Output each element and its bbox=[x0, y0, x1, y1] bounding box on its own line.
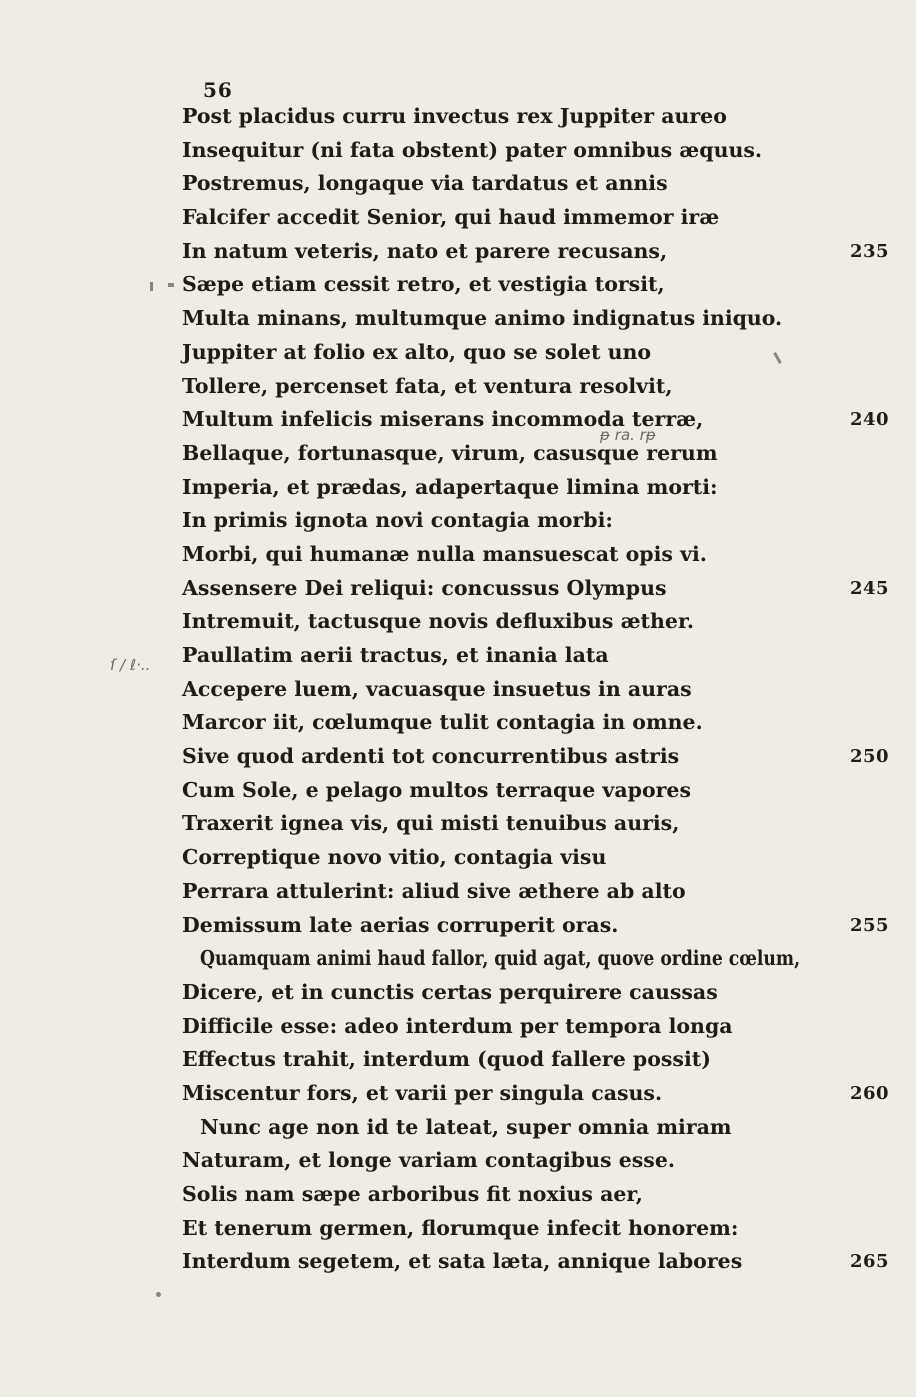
line-number: 250 bbox=[850, 746, 890, 768]
verse-text: Perrara attulerint: aliud sive æthere ab alto bbox=[182, 878, 686, 903]
verse-line bbox=[182, 605, 742, 639]
verse-column bbox=[182, 100, 890, 1279]
verse-line bbox=[182, 673, 742, 707]
verse-line bbox=[182, 302, 783, 336]
verse-text: Effectus trahit, interdum (quod fallere possit) bbox=[182, 1047, 711, 1072]
verse-text: Accepere luem, vacuasque insuetus in auras bbox=[182, 676, 692, 701]
verse-line bbox=[182, 774, 742, 808]
verse-text: Post placidus curru invectus rex Juppiter aureo bbox=[182, 104, 727, 128]
verse-text: Miscentur fors, et varii per singula casus. bbox=[182, 1080, 663, 1105]
verse-line bbox=[182, 437, 742, 471]
verse-line bbox=[182, 471, 742, 505]
verse-text: Cum Sole, e pelago multos terraque vapores bbox=[182, 777, 692, 802]
verse-line bbox=[182, 572, 890, 606]
verse-line bbox=[182, 706, 742, 740]
verse-text: Multa minans, multumque animo indignatus iniquo. bbox=[182, 306, 783, 331]
verse-text: Falcifer accedit Senior, qui haud immemor iræ bbox=[182, 205, 720, 230]
verse-text: Sæpe etiam cessit retro, et vestigia torsit, bbox=[182, 272, 665, 297]
verse-line bbox=[182, 167, 742, 201]
verse-line bbox=[182, 134, 763, 168]
verse-line bbox=[182, 976, 742, 1010]
verse-line bbox=[182, 403, 890, 437]
verse-line bbox=[182, 1212, 742, 1246]
verse-text: Paullatim aerii tractus, et inania lata bbox=[182, 643, 609, 667]
verse-text: Imperia, et prædas, adapertaque limina morti: bbox=[182, 474, 718, 499]
verse-text: Marcor iit, cœlumque tulit contagia in omne. bbox=[182, 710, 703, 735]
handwritten-note: ᵽ ra. rᵽ bbox=[600, 426, 656, 444]
line-number: 260 bbox=[850, 1082, 890, 1104]
verse-line bbox=[182, 639, 742, 673]
verse-line bbox=[182, 807, 742, 841]
verse-text: Sive quod ardenti tot concurrentibus astris bbox=[182, 744, 680, 769]
verse-text: Postremus, longaque via tardatus et annis bbox=[182, 171, 668, 196]
verse-line bbox=[182, 875, 742, 909]
verse-line bbox=[182, 1111, 742, 1145]
stray-mark bbox=[150, 282, 153, 291]
verse-text: Et tenerum germen, florumque infecit honorem: bbox=[182, 1215, 739, 1240]
verse-line bbox=[182, 841, 742, 875]
verse-line bbox=[182, 1245, 890, 1279]
verse-line bbox=[182, 370, 742, 404]
page-number: 56 bbox=[203, 78, 233, 102]
line-number: 255 bbox=[850, 914, 890, 936]
verse-text: Demissum late aerias corruperit oras. bbox=[182, 912, 619, 937]
verse-line bbox=[182, 1010, 742, 1044]
verse-text: Tollere, percenset fata, et ventura resolvit, bbox=[182, 373, 673, 398]
margin-left-note: ſ / ℓ·.. bbox=[110, 656, 151, 674]
verse-line bbox=[182, 336, 742, 370]
verse-text: In primis ignota novi contagia morbi: bbox=[182, 508, 613, 533]
stray-mark bbox=[156, 1292, 161, 1297]
verse-text: Quamquam animi haud fallor, quid agat, quove ordine cœlum, bbox=[200, 946, 801, 971]
line-number: 235 bbox=[850, 240, 890, 262]
verse-line bbox=[182, 100, 742, 134]
verse-text: Intremuit, tactusque novis defluxibus æther. bbox=[182, 609, 695, 634]
verse-line bbox=[182, 1077, 890, 1111]
stray-mark bbox=[168, 283, 174, 287]
verse-line bbox=[182, 201, 742, 235]
verse-line bbox=[182, 942, 801, 976]
verse-line bbox=[182, 1178, 742, 1212]
verse-line bbox=[182, 504, 742, 538]
verse-text: Solis nam sæpe arboribus fit noxius aer, bbox=[182, 1182, 643, 1206]
verse-line bbox=[182, 1144, 742, 1178]
verse-text: In natum veteris, nato et parere recusans, bbox=[182, 238, 668, 263]
verse-text: Interdum segetem, et sata læta, annique labores bbox=[182, 1249, 743, 1274]
verse-line bbox=[182, 740, 890, 774]
verse-text: Traxerit ignea vis, qui misti tenuibus auris, bbox=[182, 811, 680, 836]
line-number: 240 bbox=[850, 409, 890, 431]
verse-text: Morbi, qui humanæ nulla mansuescat opis vi. bbox=[182, 541, 707, 566]
verse-text: Multum infelicis miserans incommoda terræ, bbox=[182, 407, 704, 432]
verse-text: Correptique novo vitio, contagia visu bbox=[182, 845, 607, 870]
verse-line bbox=[182, 1043, 742, 1077]
verse-line bbox=[182, 235, 890, 269]
verse-text: Dicere, et in cunctis certas perquirere caussas bbox=[182, 979, 718, 1004]
verse-text: Nunc age non id te lateat, super omnia miram bbox=[200, 1114, 732, 1139]
verse-line bbox=[182, 268, 742, 302]
verse-text: Juppiter at folio ex alto, quo se solet uno bbox=[182, 339, 652, 364]
verse-text: Bellaque, fortunasque, virum, casusque rerum bbox=[182, 440, 718, 465]
line-number: 245 bbox=[850, 577, 890, 599]
stray-mark bbox=[773, 352, 782, 364]
verse-text: Assensere Dei reliqui: concussus Olympus bbox=[182, 575, 667, 600]
verse-text: Naturam, et longe variam contagibus esse. bbox=[182, 1148, 676, 1173]
verse-line bbox=[182, 909, 890, 943]
verse-text: Insequitur (ni fata obstent) pater omnibus æquus. bbox=[182, 137, 763, 162]
verse-text: Difficile esse: adeo interdum per tempora longa bbox=[182, 1013, 733, 1038]
line-number: 265 bbox=[850, 1251, 890, 1273]
verse-line bbox=[182, 538, 742, 572]
